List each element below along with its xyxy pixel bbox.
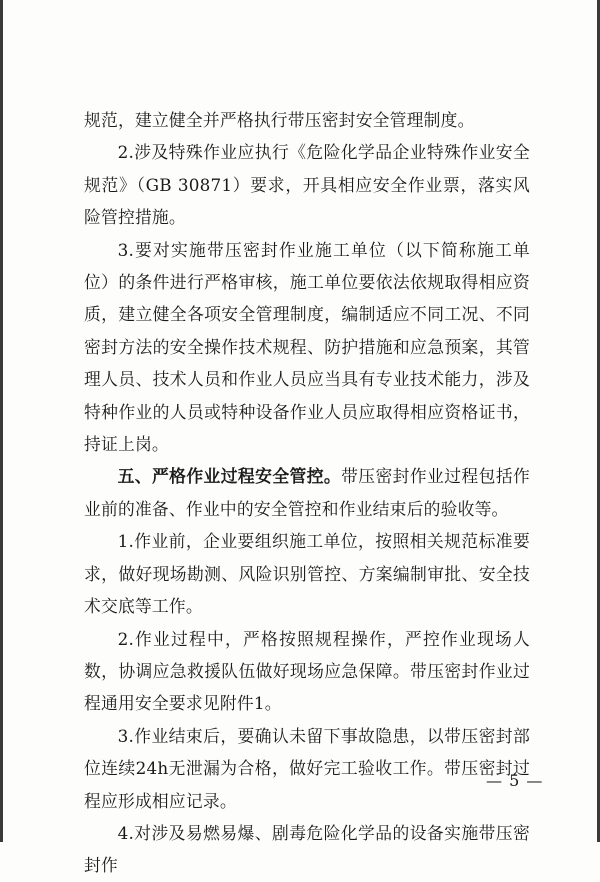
- page-number: — 5 —: [486, 771, 544, 790]
- paragraph-continuation: 规范，建立健全并严格执行带压密封安全管理制度。: [84, 110, 475, 130]
- paragraph-before-work: 1.作业前，企业要组织施工单位，按照相关规范标准要求，做好现场勘测、风险识别管控、方案编制审批、安全技术交底等工作。: [84, 531, 530, 617]
- section-body: 带压密封作业过程包括作业前的准备、作业中的安全管控和作业结束后的验收等。: [84, 466, 530, 519]
- paragraph-contractor-review: 3.要对实施带压密封作业施工单位（以下简称施工单位）的条件进行严格审核，施工单位要依法依规取得相应资质，建立健全各项安全管理制度，编制适应不同工况、不同密封方法的安全操作技术规程、防护措施和应急预案，其管理人员、技术人员和作业人员应当具有专业技术能力，涉及特种作业的人员或特种设备作业人员应取得相应资格证书，持证上岗。: [84, 239, 530, 455]
- paragraph-hazardous-equipment: 4.对涉及易燃易爆、剧毒危险化学品的设备实施带压密封作: [84, 822, 530, 876]
- paragraph-after-work: 3.作业结束后，要确认未留下事故隐患，以带压密封部位连续24h无泄漏为合格，做好完工验收工作。带压密封过程应形成相应记录。: [84, 725, 530, 811]
- paragraph-section-five: [84, 460, 530, 525]
- section-heading: 五、严格作业过程安全管控。: [117, 466, 342, 487]
- paragraph-during-work: 2.作业过程中，严格按照规程操作，严控作业现场人数，协调应急救援队伍做好现场应急保障。带压密封作业过程通用安全要求见附件1。: [84, 628, 530, 714]
- document-body: [84, 104, 530, 882]
- scan-edge-left: [0, 0, 3, 842]
- paragraph-special-work: 2.涉及特殊作业应执行《危险化学品企业特殊作业安全规范》（GB 30871）要求，开具相应安全作业票，落实风险管控措施。: [84, 142, 530, 228]
